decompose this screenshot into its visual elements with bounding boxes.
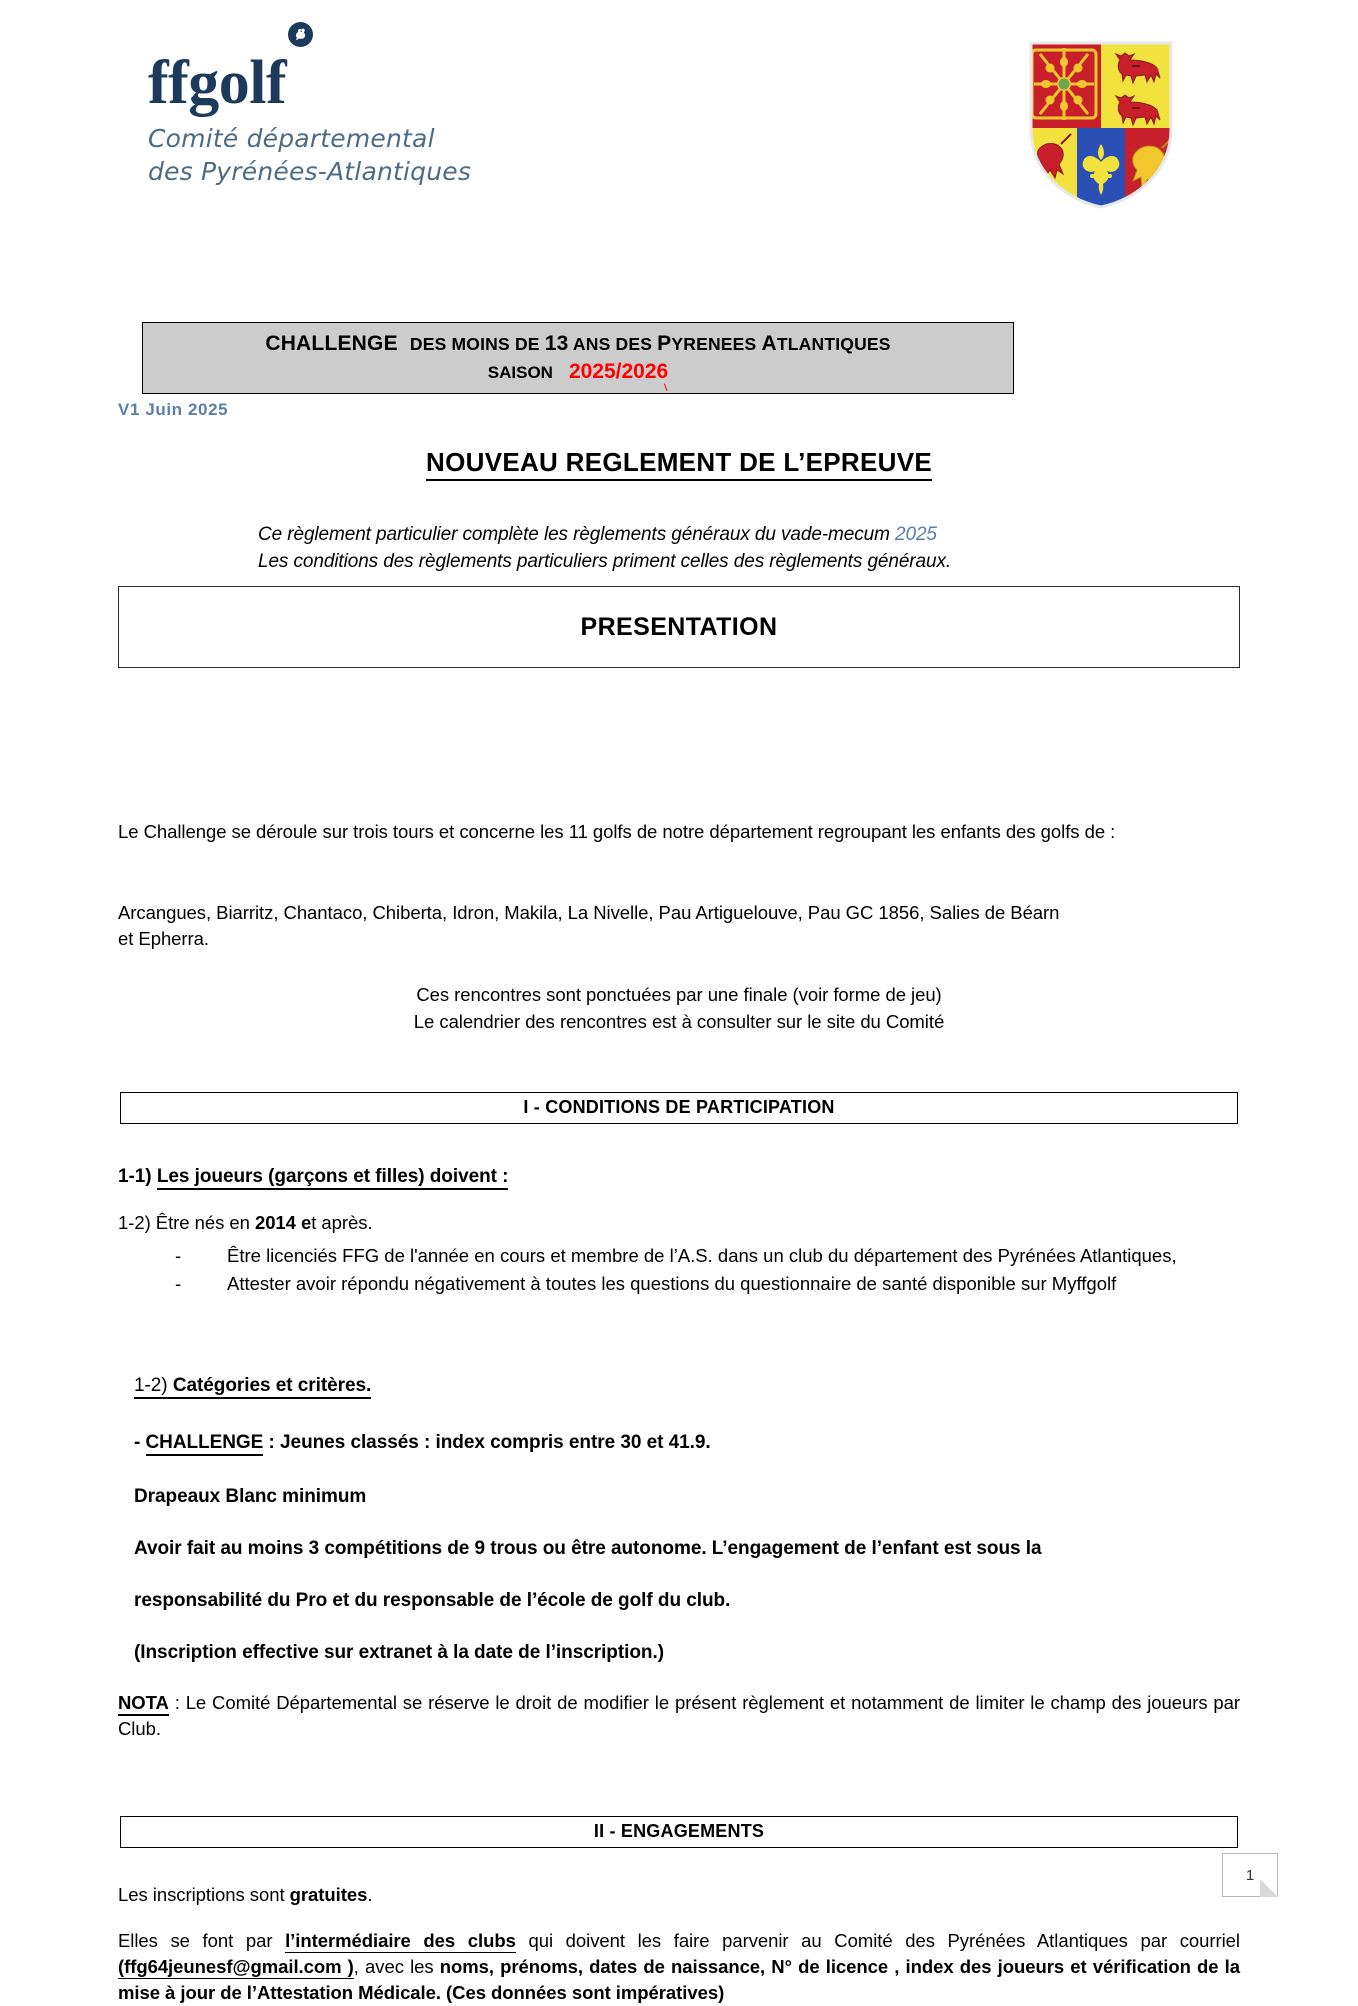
pyrenees-atlantiques-coat-of-arms [1028,40,1174,210]
gratuites-text-a: Les inscriptions sont [118,1884,290,1905]
item-1-1-label: Les joueurs (garçons et filles) doivent : [157,1166,509,1190]
banner-subtitle-a: DES MOINS DE [409,334,545,354]
banner-pyrenees-initial: P [657,332,672,355]
gratuites-bold: gratuites [289,1884,368,1905]
banner-subtitle-b: ANS DES [568,334,658,354]
item-1-2b-label [134,1375,371,1399]
presentation-centered-notes [0,982,1358,1036]
item-1-2a-number: 1-2) [118,1212,156,1233]
page-number-badge [1222,1853,1278,1897]
intro-year: 2025 [895,524,937,545]
clubs-list-line2: et Epherra. [118,927,209,949]
item-1-1-heading [118,1164,508,1191]
season-value: 2025/2026 [568,360,669,384]
nota-text: : Le Comité Départemental se réserve le droit de modifier le présent règlement et notamment de limiter le champ des joueurs par Club. [118,1692,1240,1739]
list-item [175,1271,1240,1297]
intro-line-1-text: Ce règlement particulier complète les règlements généraux du vade-mecum [258,524,896,545]
banner-title-line [143,331,1013,357]
competitions-requirement-line2: responsabilité du Pro et du responsable de l’école de golf du club. [134,1590,731,1611]
presentation-paragraph: Le Challenge se déroule sur trois tours et concerne les 11 golfs de notre département regroupant les enfants des golfs de : [118,821,1116,842]
intermediaire-clubs-link[interactable]: l’intermédiaire des clubs [285,1930,516,1951]
logo-subtitle-line2: des Pyrénées-Atlantiques [148,157,472,186]
document-header [0,0,1358,230]
section-header-engagements: II - ENGAGEMENTS [120,1816,1238,1848]
presentation-box [118,586,1240,668]
logo-word-text: ffgolf [148,49,287,117]
challenge-criteria-line [134,1430,711,1457]
engagement-text-b: qui doivent les faire parvenir au Comité des Pyrénées Atlantiques par courriel [515,1930,1240,1951]
item-1-2a-text-b: t après. [311,1212,373,1233]
banner-pyrenees-rest: YRENEES [671,334,762,354]
engagement-text-c: , avec les [353,1955,440,1977]
item-1-2b-heading [134,1373,371,1400]
clubs-list [118,900,1248,952]
item-1-2a-text-a: Être nés en [155,1212,255,1233]
engagement-text-a: Elles se font par [118,1930,286,1951]
presentation-label: PRESENTATION [580,612,778,641]
item-1-2a-birthyear: 2014 e [254,1212,312,1233]
contact-email-link[interactable]: (ffg64jeunesf@gmail.com ) [118,1955,354,1977]
intro-note [258,522,951,576]
banner-age: 13 [544,332,569,355]
banner-season-line [143,360,1013,384]
nota-paragraph [118,1690,1240,1741]
item-1-2b-text: Catégories et critères. [172,1375,372,1396]
centered-note-1: Ces rencontres sont ponctuées par une finale (voir forme de jeu) [416,984,942,1005]
conditions-bullet-list [175,1243,1240,1298]
challenge-dash: - [134,1432,146,1453]
centered-note-2: Le calendrier des rencontres est à consulter sur le site du Comité [413,1010,945,1032]
logo-wordmark [148,49,578,117]
intro-line-2: Les conditions des règlements particuliers priment celles des règlements généraux. [258,550,952,572]
list-item-text: Attester avoir répondu négativement à toutes les questions du questionnaire de santé disponible sur Myffgolf [227,1272,1117,1294]
intro-line-1 [258,522,951,549]
engagement-required-data: noms, prénoms, dates de naissance, N° de licence , index des joueurs et vérification de la mise à jour de l’Attestation Médicale. (Ces données sont impératives) [118,1955,1241,2003]
logo-subtitle-line1: Comité départemental [148,124,435,153]
item-1-2a-line [118,1210,373,1236]
dash-bullet-icon: - [175,1272,182,1294]
list-item [175,1243,1240,1269]
challenge-label: CHALLENGE [146,1432,264,1456]
banner-atlantiques-rest: TLANTIQUES [776,334,891,354]
gratuites-text-b: . [367,1884,373,1905]
drapeaux-requirement: Drapeaux Blanc minimum [134,1486,367,1507]
page-title [0,447,1358,478]
section-header-conditions: I - CONDITIONS DE PARTICIPATION [120,1092,1238,1124]
ffgolf-logo [148,49,578,188]
list-item-text: Être licenciés FFG de l'année en cours et membre de l’A.S. dans un club du département des Pyrénées Atlantiques, [227,1245,1177,1266]
clubs-list-line1: Arcangues, Biarritz, Chantaco, Chiberta, Idron, Makila, La Nivelle, Pau Artiguelouve, Pau GC 1856, Salies de Béarn [118,902,1060,923]
challenge-title-banner [142,322,1014,394]
version-label: V1 Juin 2025 [118,400,229,419]
season-label: SAISON [487,363,553,383]
dash-bullet-icon: - [175,1245,182,1266]
nota-label: NOTA [118,1692,169,1716]
logo-subtitle [148,122,578,188]
banner-atlantiques-initial: A [761,332,777,355]
page-title-text: NOUVEAU REGLEMENT DE L’EPREUVE [426,447,932,481]
registered-rooster-icon [288,22,313,47]
banner-challenge-word: CHALLENGE [265,332,398,355]
competitions-requirement-line1: Avoir fait au moins 3 compétitions de 9 trous ou être autonome. L’engagement de l’enfant est sous la [134,1538,1042,1559]
challenge-criteria-text: : Jeunes classés : index compris entre 30 et 41.9. [263,1432,711,1453]
page-number-text: 1 [1245,1866,1255,1884]
inscriptions-gratuites-line [118,1882,372,1908]
item-1-2b-number: 1-2) [134,1375,173,1396]
inscription-effective-note: (Inscription effective sur extranet à la date de l’inscription.) [134,1642,664,1663]
engagement-instructions [118,1928,1240,2006]
item-1-1-number: 1-1) [118,1166,157,1187]
